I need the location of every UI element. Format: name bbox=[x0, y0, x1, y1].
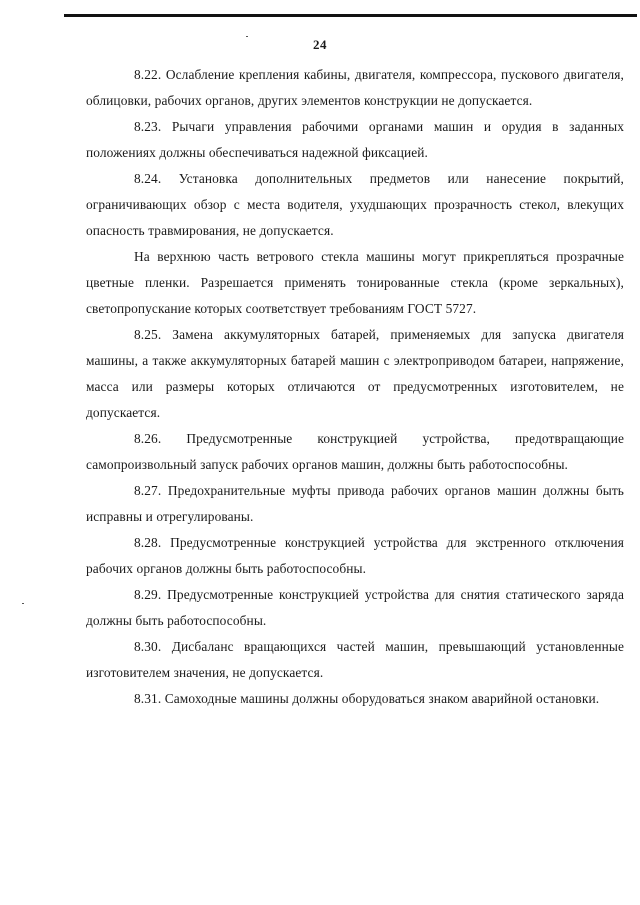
paragraph-8-26: 8.26. Предусмотренные конструкцией устройства, предотвращающие самопроизвольный запуск рабочих органов машин, должны быть работоспособны. bbox=[86, 431, 624, 472]
scan-speck bbox=[22, 603, 24, 604]
paragraph-8-25: 8.25. Замена аккумуляторных батарей, применяемых для запуска двигателя машины, а также аккумуляторных батарей машин с электроприводом батареи, напряжение, масса или размеры которых отличаются от предусмотренных изготовителем, не допускается. bbox=[86, 327, 624, 420]
paragraph-8-22: 8.22. Ослабление крепления кабины, двигателя, компрессора, пускового двигателя, облицовки, рабочих органов, других элементов конструкции не допускается. bbox=[86, 67, 624, 108]
paragraph-8-23: 8.23. Рычаги управления рабочими органами машин и орудия в заданных положениях должны обеспечиваться надежной фиксацией. bbox=[86, 119, 624, 160]
paragraph-8-27: 8.27. Предохранительные муфты привода рабочих органов машин должны быть исправны и отрегулированы. bbox=[86, 483, 624, 524]
paragraph-8-30: 8.30. Дисбаланс вращающихся частей машин, превышающий установленные изготовителем значения, не допускается. bbox=[86, 639, 624, 680]
paragraph-8-29: 8.29. Предусмотренные конструкцией устройства для снятия статического заряда должны быть работоспособны. bbox=[86, 587, 624, 628]
paragraph-8-24-note: На верхнюю часть ветрового стекла машины могут прикрепляться прозрачные цветные пленки. Разрешается применять тонированные стекла (кроме зеркальных), светопропускание которых соответствует требованиям ГОСТ 5727. bbox=[86, 249, 624, 316]
paragraph-8-31: 8.31. Самоходные машины должны оборудоваться знаком аварийной остановки. bbox=[134, 691, 600, 706]
top-border-line bbox=[64, 14, 637, 17]
page-number: 24 bbox=[313, 37, 327, 52]
document-body bbox=[86, 62, 624, 712]
paragraph-8-24: 8.24. Установка дополнительных предметов или нанесение покрытий, ограничивающих обзор с места водителя, ухудшающих прозрачность стекол, влекущих опасность травмирования, не допускается. bbox=[86, 171, 624, 238]
paragraph-8-28: 8.28. Предусмотренные конструкцией устройства для экстренного отключения рабочих органов должны быть работоспособны. bbox=[86, 535, 624, 576]
